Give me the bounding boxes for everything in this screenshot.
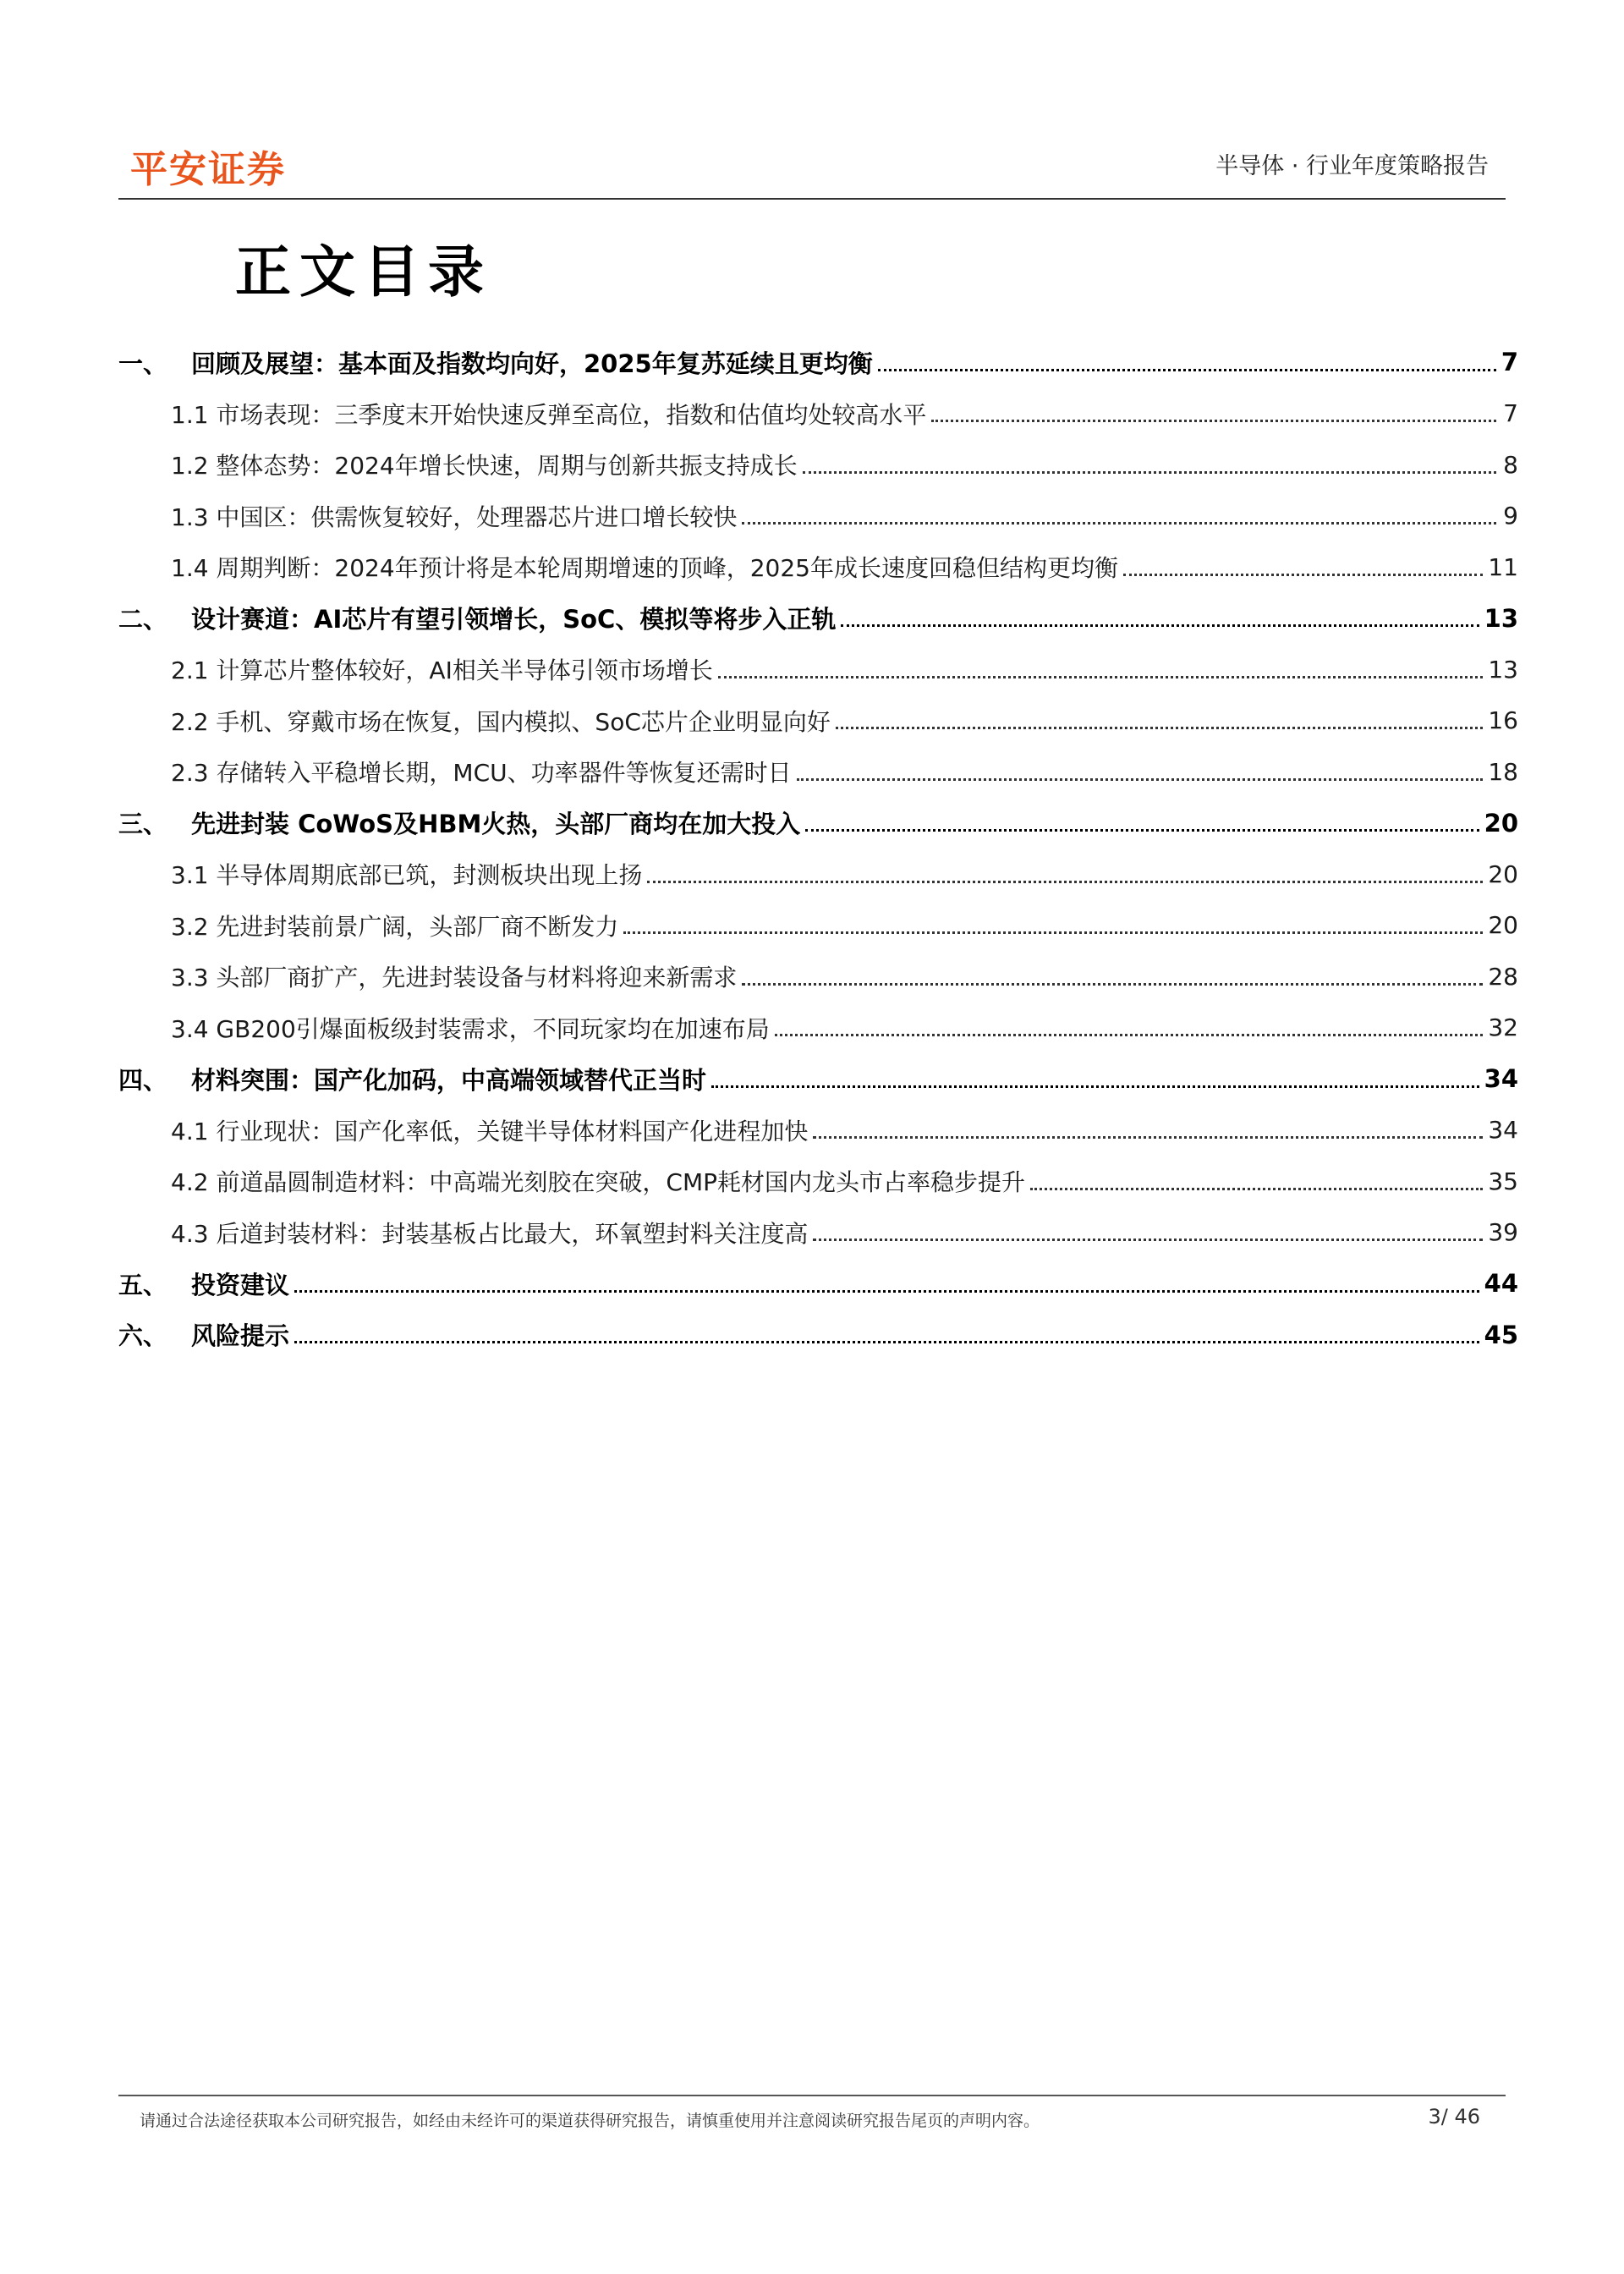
toc-page-number: 44 (1484, 1269, 1518, 1299)
toc-leader-dots (803, 471, 1496, 474)
toc-entry-label: 4.3 后道封装材料：封装基板占比最大，环氧塑封料关注度高 (171, 1219, 809, 1248)
toc-entry-label: 1.1 市场表现：三季度末开始快速反弹至高位，指数和估值均处较高水平 (171, 400, 927, 429)
toc-leader-dots (742, 983, 1483, 986)
toc-leader-dots (878, 369, 1496, 371)
company-logo: 平安证券 (130, 148, 286, 191)
toc-entry-label: 2.2 手机、穿戴市场在恢复，国内模拟、SoC芯片企业明显向好 (171, 707, 831, 736)
toc-entry-label: 材料突围：国产化加码，中高端领域替代正当时 (191, 1065, 707, 1095)
toc-leader-dots (294, 1290, 1479, 1293)
toc-leader-dots (797, 778, 1484, 781)
toc-entry-label: 3.1 半导体周期底部已筑，封测板块出现上扬 (171, 861, 643, 890)
toc-page-number: 11 (1488, 552, 1518, 581)
page-title: 正文目录 (235, 239, 492, 305)
report-title: 半导体 · 行业年度策略报告 (1215, 153, 1489, 179)
toc-leader-dots (711, 1085, 1479, 1088)
toc-entry-label: 2.1 计算芯片整体较好，AI相关半导体引领市场增长 (171, 656, 713, 685)
toc-entry-label: 4.2 前道晶圆制造材料：中高端光刻胶在突破，CMP耗材国内龙头市占率稳步提升 (171, 1168, 1026, 1197)
toc-page-number: 32 (1488, 1013, 1518, 1042)
toc-section-entry[interactable] (118, 1310, 1518, 1361)
toc-leader-dots (718, 676, 1484, 678)
toc-entry-label: 3.2 先进封装前景广阔，头部厂商不断发力 (171, 912, 619, 941)
toc-entry-label: 3.3 头部厂商扩产，先进封装设备与材料将迎来新需求 (171, 964, 738, 992)
toc-section-entry[interactable] (118, 337, 1518, 388)
toc-leader-dots (1123, 574, 1483, 576)
page-header (118, 135, 1506, 200)
toc-entry-label: 3.4 GB200引爆面板级封装需求，不同玩家均在加速布局 (171, 1014, 770, 1043)
toc-leader-dots (813, 1239, 1483, 1241)
toc-page-number: 35 (1488, 1167, 1518, 1195)
toc-page-number: 13 (1484, 603, 1518, 633)
toc-section-number: 三、 (118, 810, 168, 839)
page-number: 3/ 46 (1428, 2105, 1480, 2128)
toc-entry-label: 投资建议 (191, 1270, 290, 1299)
toc-entry-label: 回顾及展望：基本面及指数均向好，2025年复苏延续且更均衡 (191, 349, 873, 378)
toc-section-number: 六、 (118, 1321, 168, 1351)
toc-subsection-entry[interactable] (118, 491, 1518, 542)
toc-subsection-entry[interactable] (118, 951, 1518, 1002)
toc-subsection-entry[interactable] (118, 695, 1518, 747)
toc-page-number: 9 (1503, 502, 1518, 530)
toc-page-number: 18 (1488, 757, 1518, 786)
toc-leader-dots (742, 522, 1496, 525)
toc-page-number: 7 (1503, 399, 1518, 428)
toc-subsection-entry[interactable] (118, 1105, 1518, 1156)
toc-section-number: 四、 (118, 1065, 168, 1095)
toc-subsection-entry[interactable] (118, 849, 1518, 900)
toc-subsection-entry[interactable] (118, 644, 1518, 695)
footer-disclaimer: 请通过合法途径获取本公司研究报告，如经由未经许可的渠道获得研究报告，请慎重使用并注意阅读研究报告尾页的声明内容。 (140, 2112, 1040, 2130)
toc-entry-label: 设计赛道：AI芯片有望引领增长，SoC、模拟等将步入正轨 (191, 605, 837, 634)
toc-leader-dots (805, 829, 1479, 832)
toc-page-number: 7 (1501, 348, 1518, 377)
toc-entry-label: 2.3 存储转入平稳增长期，MCU、功率器件等恢复还需时日 (171, 759, 792, 788)
toc-entry-label: 1.3 中国区：供需恢复较好，处理器芯片进口增长较快 (171, 503, 738, 531)
toc-page-number: 39 (1488, 1218, 1518, 1247)
toc-page-number: 45 (1484, 1320, 1518, 1349)
toc-subsection-entry[interactable] (118, 1002, 1518, 1054)
toc-subsection-entry[interactable] (118, 900, 1518, 952)
toc-leader-dots (775, 1034, 1484, 1036)
toc-subsection-entry[interactable] (118, 439, 1518, 491)
toc-subsection-entry[interactable] (118, 541, 1518, 593)
toc-entry-label: 风险提示 (191, 1321, 290, 1351)
toc-section-entry[interactable] (118, 593, 1518, 645)
toc-leader-dots (931, 420, 1496, 422)
toc-page-number: 16 (1488, 706, 1518, 735)
footer-divider (118, 2095, 1506, 2096)
toc-section-number: 一、 (118, 349, 168, 378)
toc-subsection-entry[interactable] (118, 1207, 1518, 1259)
toc-leader-dots (836, 727, 1483, 729)
toc-subsection-entry[interactable] (118, 746, 1518, 798)
toc-entry-label: 4.1 行业现状：国产化率低，关键半导体材料国产化进程加快 (171, 1117, 809, 1145)
toc-page-number: 20 (1484, 808, 1518, 838)
toc-page-number: 20 (1488, 860, 1518, 888)
toc-section-entry[interactable] (118, 798, 1518, 849)
toc-leader-dots (841, 624, 1479, 627)
toc-page-number: 34 (1484, 1064, 1518, 1094)
table-of-contents (118, 337, 1518, 1360)
toc-leader-dots (623, 931, 1483, 934)
toc-section-entry[interactable] (118, 1053, 1518, 1105)
toc-section-number: 二、 (118, 605, 168, 634)
toc-subsection-entry[interactable] (118, 388, 1518, 440)
toc-entry-label: 1.2 整体态势：2024年增长快速，周期与创新共振支持成长 (171, 452, 798, 481)
toc-leader-dots (813, 1136, 1483, 1139)
toc-page-number: 20 (1488, 911, 1518, 940)
header-divider (118, 198, 1506, 200)
toc-leader-dots (647, 881, 1483, 883)
toc-page-number: 34 (1488, 1116, 1518, 1145)
toc-page-number: 13 (1488, 655, 1518, 684)
toc-subsection-entry[interactable] (118, 1156, 1518, 1207)
toc-section-number: 五、 (118, 1270, 168, 1299)
toc-leader-dots (294, 1341, 1479, 1343)
toc-entry-label: 先进封装 CoWoS及HBM火热，头部厂商均在加大投入 (191, 810, 801, 839)
toc-leader-dots (1030, 1188, 1483, 1190)
toc-page-number: 28 (1488, 962, 1518, 991)
toc-section-entry[interactable] (118, 1258, 1518, 1310)
toc-entry-label: 1.4 周期判断：2024年预计将是本轮周期增速的顶峰，2025年成长速度回稳但结构更均衡 (171, 554, 1118, 583)
toc-page-number: 8 (1503, 450, 1518, 479)
